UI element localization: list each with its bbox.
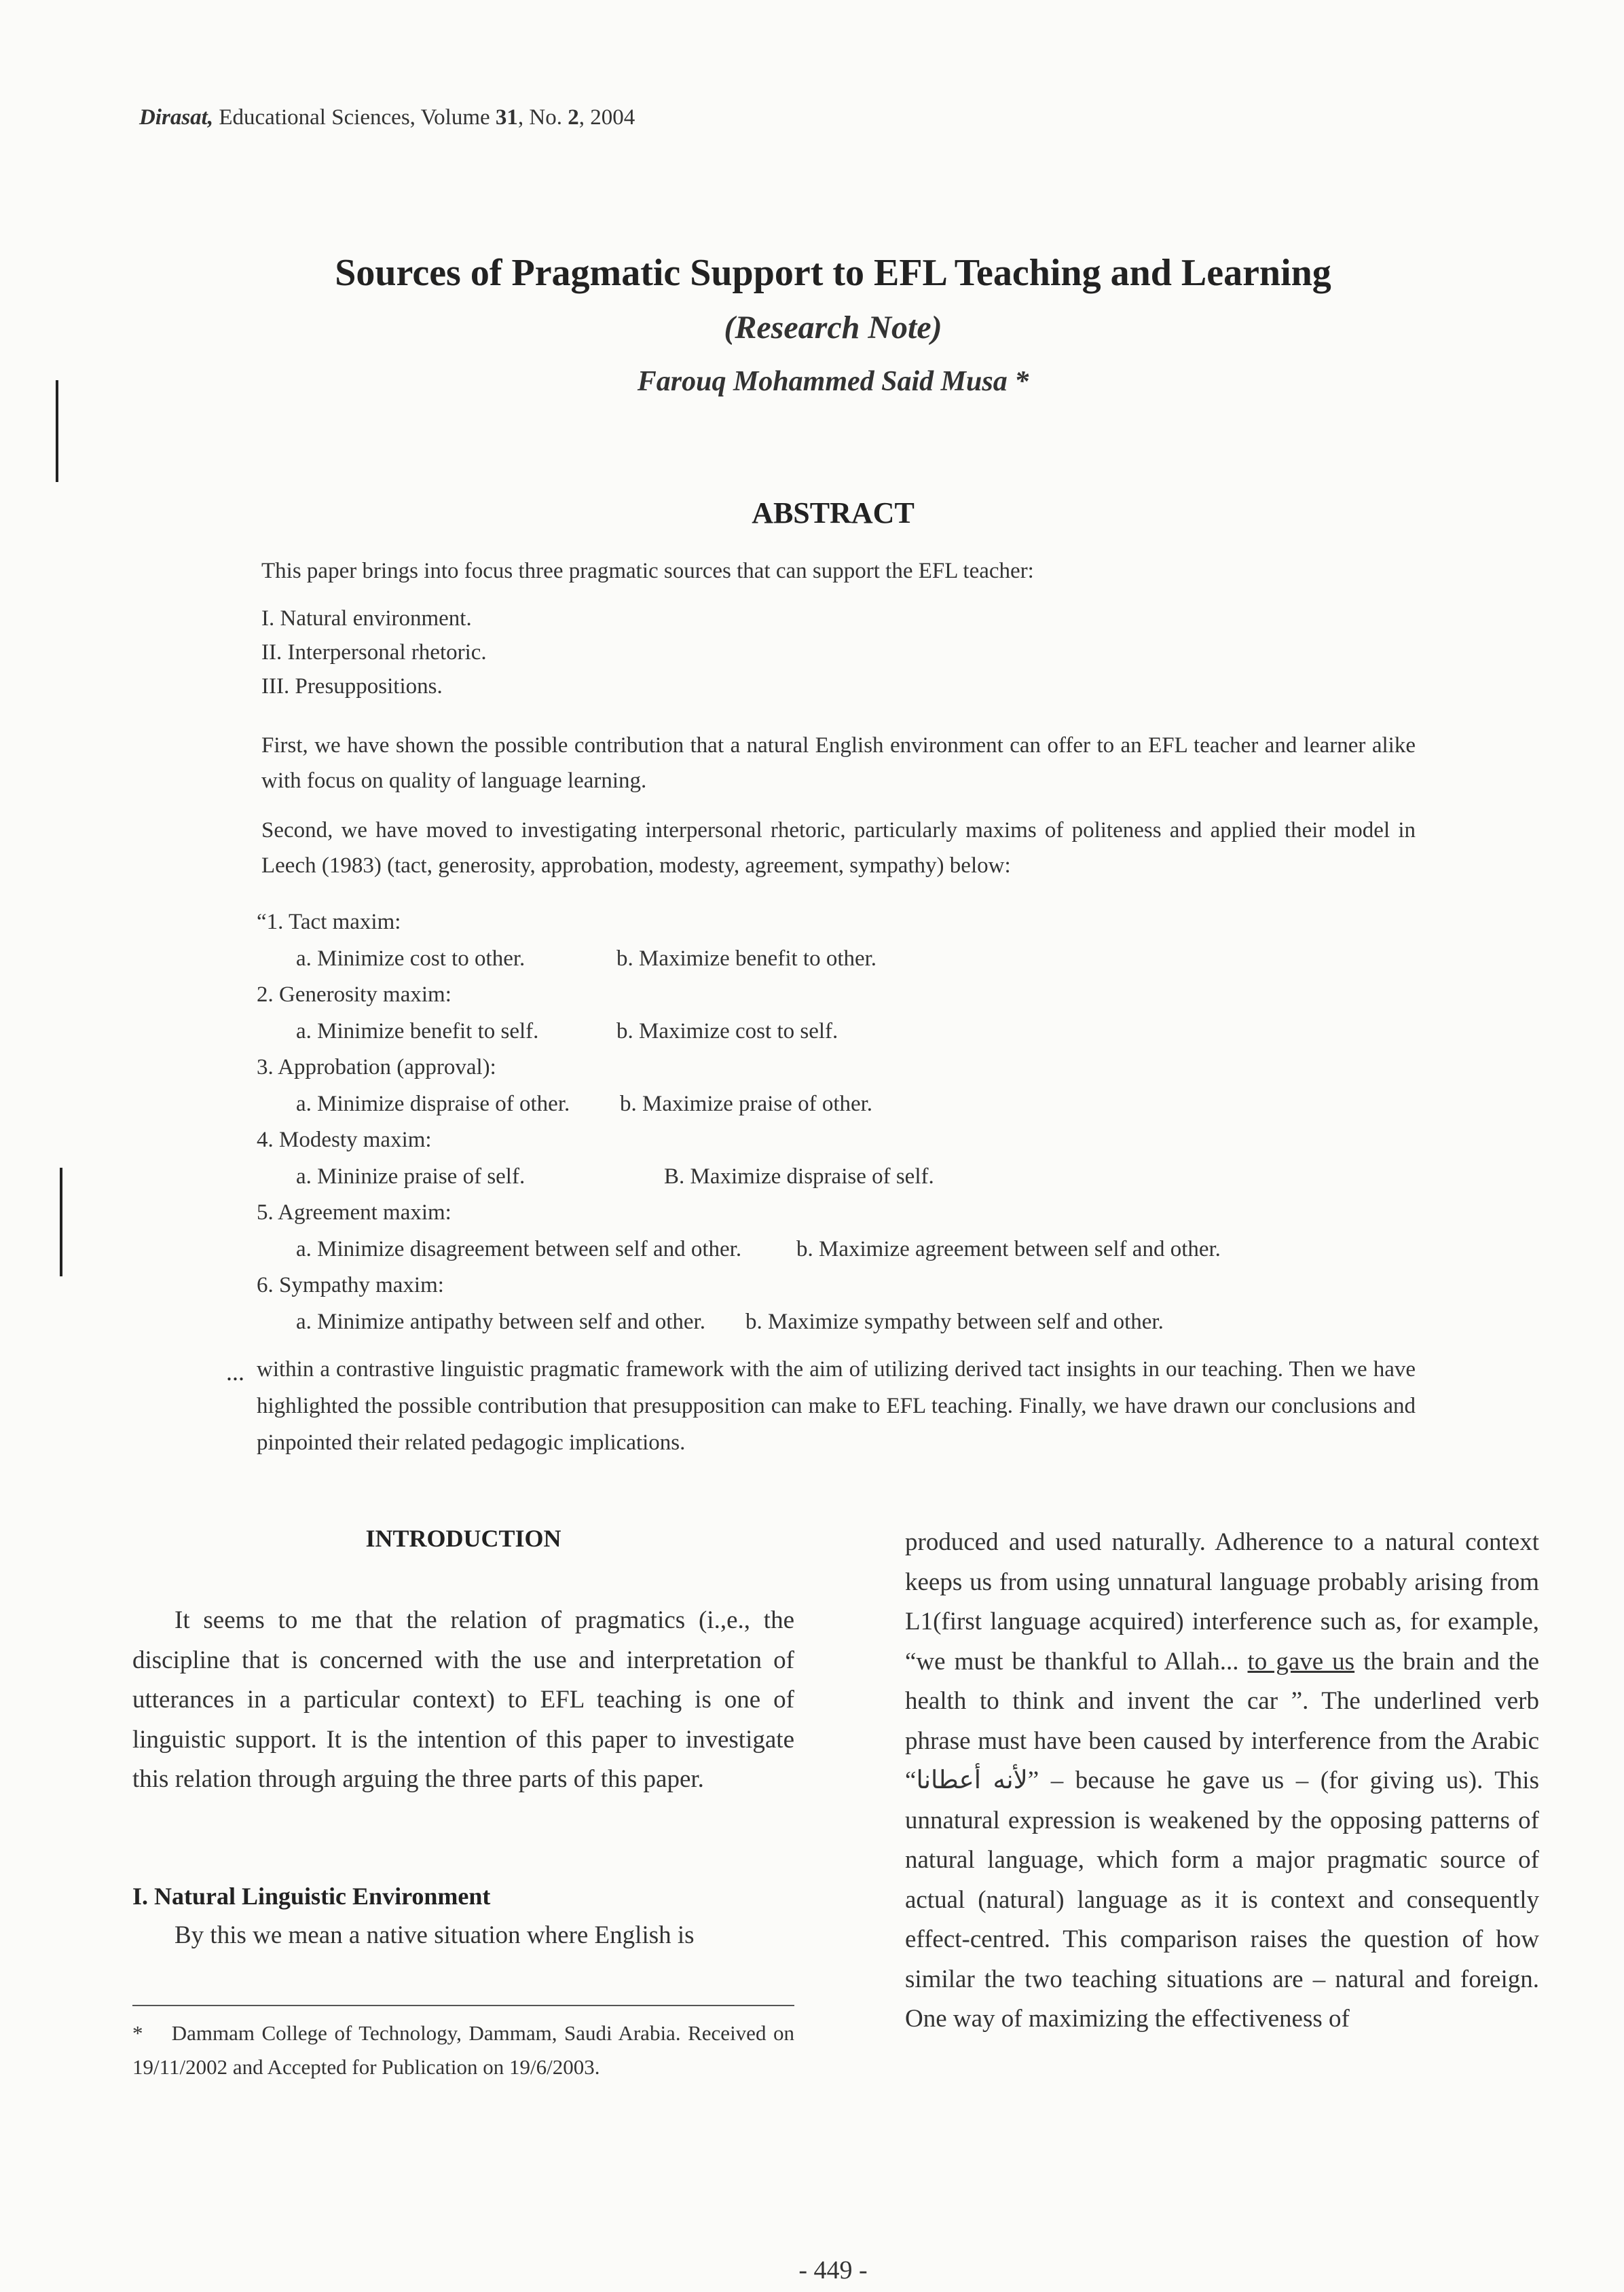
maxim-b: b. Maximize agreement between self and other. — [796, 1236, 1221, 1261]
maxim-b: B. Maximize dispraise of self. — [664, 1164, 934, 1189]
maxim-row — [257, 1159, 934, 1196]
maxim-a: a. Minimize disagreement between self and other. — [296, 1236, 742, 1261]
margin-bracket-middle — [60, 1168, 62, 1276]
abstract-closing-text: within a contrastive linguistic pragmatic framework with the aim of utilizing derived tact insights in our teaching. Then we have highlighted the possible contribution that presupposition can make to EFL teaching. Finally, we have drawn our conclusions and pinpointed their related pedagogic implications. — [257, 1357, 1416, 1455]
maxim-b: b. Maximize benefit to other. — [616, 946, 877, 971]
text-segment: the brain and the health to think and invent the car ”. The underlined verb phrase must have been caused by interference from the Arabic “لأنه أعطانا” – because he gave us – (for giving us). This unnatural expression is weakened by the opposing patterns of natural language, which form a major pragmatic source of actual (natural) language as it is context and consequently effect-centred. This comparison raises the question of how similar the two teaching situations are – natural and foreign. One way of maximizing the effectiveness of — [905, 1647, 1539, 2033]
abstract-heading: ABSTRACT — [752, 496, 915, 530]
maxim-a: a. Mininize praise of self. — [296, 1164, 525, 1189]
abstract-intro: This paper brings into focus three pragmatic sources that can support the EFL teacher: — [261, 559, 1034, 583]
journal-volume: 31 — [495, 105, 518, 130]
section-1-heading: I. Natural Linguistic Environment — [132, 1883, 491, 1910]
right-column-text — [905, 1523, 1539, 2039]
maxim-a: a. Minimize benefit to self. — [296, 1018, 539, 1043]
maxim-a: a. Minimize dispraise of other. — [296, 1091, 570, 1116]
footnote — [132, 2016, 794, 2084]
sources-list — [261, 601, 487, 703]
journal-year: , 2004 — [578, 105, 635, 130]
list-item: III. Presuppositions. — [261, 674, 443, 699]
abstract-paragraph-1: First, we have shown the possible contribution that a natural English environment can offer to an EFL teacher and learner alike with focus on quality of language learning. — [261, 733, 1416, 793]
abstract-paragraph-2: Second, we have moved to investigating interpersonal rhetoric, particularly maxims of politeness and applied their model in Leech (1983) (tact, generosity, approbation, modesty, agreement, sympathy) below: — [261, 818, 1416, 878]
text-segment: produced and used naturally. Adherence to a natural context keeps us from using unnatural language probably arising from L1(first language acquired) interference such as, for example, “we must be thankful to Allah... — [905, 1528, 1539, 1676]
paper-title: Sources of Pragmatic Support to EFL Teaching and Learning — [335, 252, 1331, 294]
list-item: I. Natural environment. — [261, 606, 472, 631]
maxim-row — [257, 941, 877, 978]
maxim-heading: 4. Modesty maxim: — [257, 1128, 432, 1152]
journal-issue: 2 — [568, 105, 579, 130]
author-name: Farouq Mohammed Said Musa * — [637, 366, 1029, 397]
maxim-b: b. Maximize cost to self. — [616, 1018, 838, 1043]
introduction-heading: INTRODUCTION — [365, 1525, 561, 1552]
ellipsis-marker: ... — [226, 1358, 244, 1386]
maxim-heading: 2. Generosity maxim: — [257, 982, 451, 1007]
journal-issue-label: , No. — [517, 105, 568, 130]
footnote-marker: * — [132, 2021, 143, 2045]
maxim-row — [257, 1014, 838, 1050]
section-1-text: By this we mean a native situation where English is — [174, 1921, 695, 1949]
footnote-divider — [132, 2005, 794, 2006]
introduction-text: It seems to me that the relation of pragmatics (i.,e., the discipline that is concerned with the use and interpretation of utterances in a particular context) to EFL teaching is one of linguistic support. It is the intention of this paper to investigate this relation through arguing the three parts of this paper. — [132, 1606, 794, 1793]
maxim-row — [257, 1304, 1164, 1341]
journal-citation — [139, 105, 635, 130]
underlined-phrase: to gave us — [1247, 1647, 1355, 1676]
maxim-heading: 3. Approbation (approval): — [257, 1055, 496, 1079]
maxim-row — [257, 1086, 873, 1123]
maxim-heading: 6. Sympathy maxim: — [257, 1273, 444, 1297]
journal-details: Educational Sciences, Volume — [213, 105, 496, 130]
footnote-text: Dammam College of Technology, Dammam, Saudi Arabia. Received on 19/11/2002 and Accepted for Publication on 19/6/2003. — [132, 2021, 794, 2079]
list-item: II. Interpersonal rhetoric. — [261, 640, 487, 665]
maxim-a: a. Minimize cost to other. — [296, 946, 525, 971]
maxim-row — [257, 1232, 1221, 1268]
paper-subtitle: (Research Note) — [724, 310, 942, 346]
maxim-b: b. Maximize praise of other. — [620, 1091, 873, 1116]
maxims-list — [257, 904, 1221, 1340]
journal-name: Dirasat, — [139, 105, 214, 130]
maxim-heading: 5. Agreement maxim: — [257, 1200, 451, 1225]
maxim-heading: “1. Tact maxim: — [257, 910, 401, 934]
maxim-b: b. Maximize sympathy between self and other. — [745, 1309, 1164, 1334]
maxim-a: a. Minimize antipathy between self and other. — [296, 1309, 705, 1334]
abstract-closing — [257, 1351, 1416, 1461]
page-number: - 449 - — [798, 2256, 868, 2285]
